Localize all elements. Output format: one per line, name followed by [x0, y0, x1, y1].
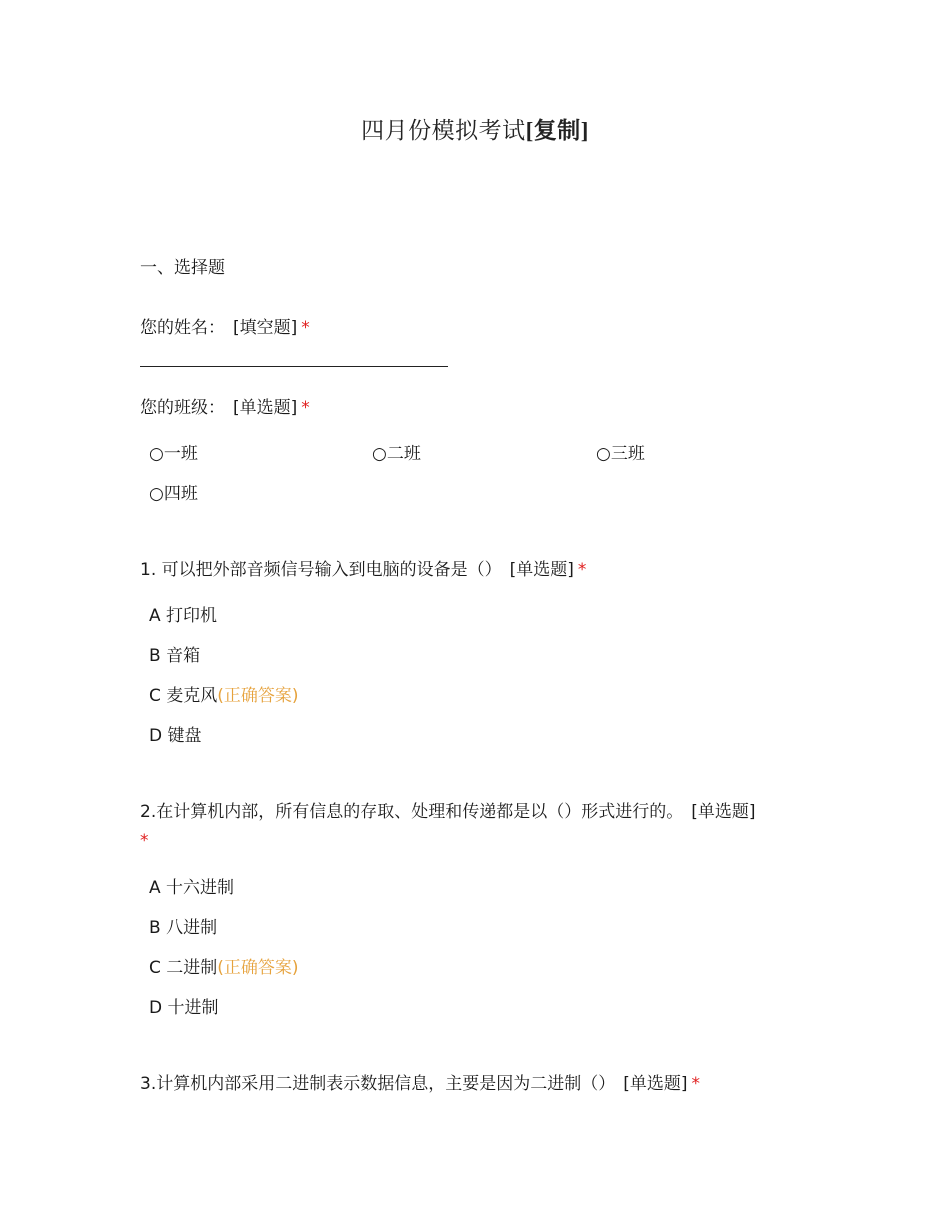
option-letter: D: [149, 998, 163, 1018]
required-mark: *: [691, 1074, 700, 1094]
option-letter: B: [149, 918, 161, 938]
required-mark: *: [140, 831, 149, 851]
name-input-line[interactable]: [140, 366, 448, 367]
required-mark: *: [301, 398, 310, 418]
question-1-option-c[interactable]: [149, 681, 299, 706]
option-letter: A: [149, 878, 161, 898]
question-1-text: 1. 可以把外部音频信号输入到电脑的设备是（）: [140, 560, 502, 580]
question-2: [140, 797, 755, 822]
title-main: 四月份模拟考试: [361, 118, 526, 144]
question-1-type: [单选题]: [509, 560, 574, 580]
option-text: 十六进制: [166, 878, 235, 898]
option-letter: C: [149, 958, 161, 978]
question-1-option-b[interactable]: [149, 641, 200, 666]
question-1-option-d[interactable]: [149, 721, 202, 746]
correct-answer-label: (正确答案): [217, 958, 299, 978]
option-text: 键盘: [167, 726, 202, 746]
required-mark: *: [301, 318, 310, 338]
question-1-option-a[interactable]: [149, 601, 217, 626]
section-heading: 一、选择题: [140, 258, 225, 278]
title-suffix: [复制]: [525, 118, 589, 143]
option-text: 音箱: [166, 646, 201, 666]
question-3: [140, 1069, 700, 1094]
option-letter: D: [149, 726, 163, 746]
class-option-2[interactable]: ○二班: [372, 444, 421, 464]
class-option-1[interactable]: ○一班: [149, 444, 198, 464]
question-2-text: 2.在计算机内部，所有信息的存取、处理和传递都是以（）形式进行的。: [140, 802, 684, 822]
question-3-type: [单选题]: [623, 1074, 688, 1094]
option-letter: A: [149, 606, 161, 626]
page-title: [0, 112, 950, 145]
class-question: [140, 393, 310, 418]
name-question: [140, 313, 310, 338]
class-option-4[interactable]: ○四班: [149, 484, 198, 504]
name-question-type: [填空题]: [233, 318, 298, 338]
question-2-option-c[interactable]: [149, 953, 299, 978]
option-letter: C: [149, 686, 161, 706]
option-text: 麦克风: [166, 686, 218, 706]
question-2-type: [单选题]: [691, 802, 756, 822]
question-3-text: 3.计算机内部采用二进制表示数据信息，主要是因为二进制（）: [140, 1074, 616, 1094]
required-mark: *: [577, 560, 587, 580]
question-2-option-b[interactable]: [149, 913, 217, 938]
question-2-option-d[interactable]: [149, 993, 219, 1018]
name-question-label: 您的姓名：: [140, 318, 225, 338]
option-text: 八进制: [166, 918, 218, 938]
correct-answer-label: (正确答案): [217, 686, 299, 706]
class-question-type: [单选题]: [233, 398, 298, 418]
option-text: 十进制: [167, 998, 219, 1018]
option-text: 打印机: [166, 606, 218, 626]
question-1: [140, 555, 586, 580]
class-option-3[interactable]: ○三班: [596, 444, 645, 464]
option-text: 二进制: [166, 958, 218, 978]
option-letter: B: [149, 646, 161, 666]
question-2-option-a[interactable]: [149, 873, 234, 898]
class-question-label: 您的班级：: [140, 398, 225, 418]
